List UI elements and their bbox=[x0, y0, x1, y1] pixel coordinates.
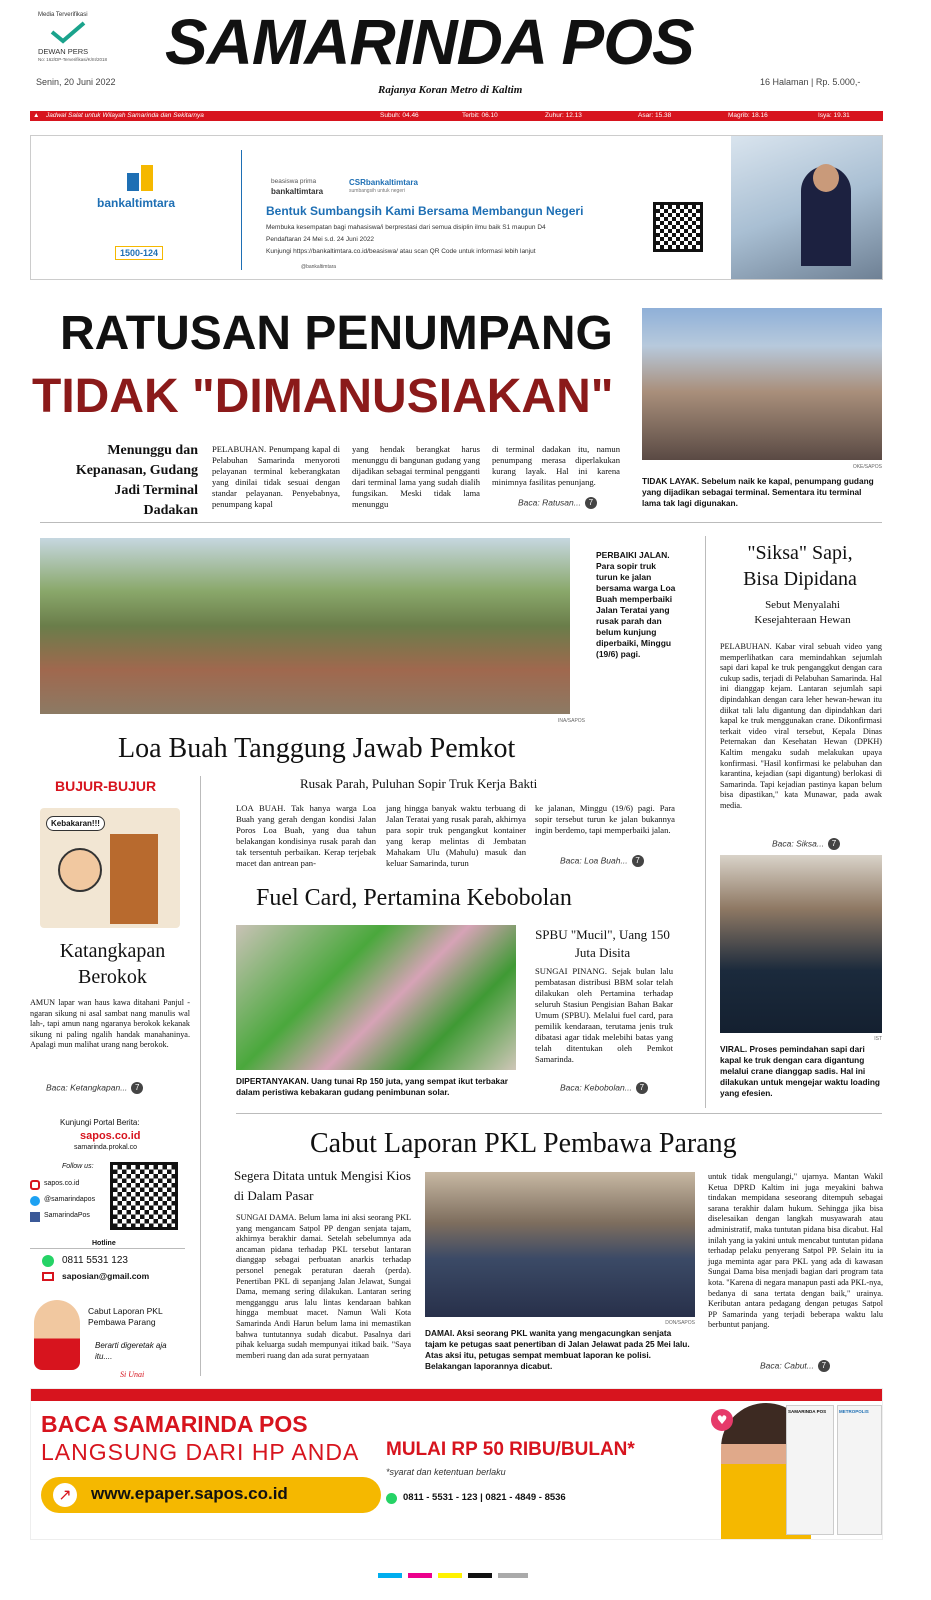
cartoon-title: Cabut Laporan PKL Pembawa Parang bbox=[88, 1306, 163, 1327]
qr-code-icon[interactable] bbox=[653, 202, 703, 252]
loa-headline: Loa Buah Tanggung Jawab Pemkot bbox=[118, 733, 516, 764]
sapi-body: PELABUHAN. Kabar viral sebuah video yang memperlihatkan cara memindahkan sejumlah sapi dari kapal ke truk penganggkut dengan cara cukup sadis, terjadi di Pelabuhan Samarinda. Hal ini dianggap kejam. Lantaran sejumlah sapi dipindahkan dengan cara leher hewan-hewan itu diikat tali lalu digantung dan dipindahkan dari kapal ke truk menggunakan crane. Dikonfirmasi terkait video viral tersebut, Kepala Dinas Peternakan dan Kesehatan Hewan (DPKH) Kaltim mengaku sudah melakukan upaya konfirmasi. "Hasil konfirmasi ke pelabuhan dan karantina, kejadian (sapi digantung) berlokasi di Samarinda. Tapi kejadian pastinya kapan belum bisa dipastikan," kata Munawar, pada awak media. bbox=[720, 642, 882, 810]
ad-line-2: LANGSUNG DARI HP ANDA bbox=[41, 1439, 360, 1465]
loa-col-1: LOA BUAH. Tak hanya warga Loa Buah yang gerah dengan kondisi Jalan Poros Loa Buah, yang dua tahun belakangan kondisinya rusak parah dan tak tersentuh perbaikan. Kerap terjebak macet dan antrean pan- bbox=[236, 803, 376, 868]
page-badge: 7 bbox=[131, 1082, 143, 1094]
lead-headline-2: TIDAK "DIMANUSIAKAN" bbox=[32, 370, 614, 423]
lead-subhead: Menunggu dan Kepanasan, Gudang Jadi Terminal Dadakan bbox=[75, 443, 198, 518]
bank-logo-icon bbox=[125, 161, 155, 193]
mail-icon[interactable] bbox=[42, 1272, 54, 1281]
bujur-cartoon bbox=[40, 808, 180, 928]
prayer-bar bbox=[30, 111, 883, 121]
sapi-continue[interactable]: Baca: Siksa... 7 bbox=[772, 838, 840, 850]
loa-col-3: ke jalanan, Minggu (19/6) pagi. Para sopir tersebut turun ke jalan bukannya ingin berdemo, tapi memperbaiki jalan. bbox=[535, 803, 675, 835]
character-icon bbox=[58, 848, 102, 892]
fuel-photo bbox=[236, 925, 516, 1070]
loa-photo bbox=[40, 538, 570, 714]
sapi-headline-1: "Siksa" Sapi, bbox=[747, 542, 853, 564]
door-icon bbox=[110, 834, 158, 924]
bujur-title: Katangkapan Berokok bbox=[59, 940, 166, 988]
lead-caption: TIDAK LAYAK. Sebelum naik ke kapal, penumpang gudang yang dijadikan sebagai terminal. Sementara itu terminal lama tak lagi digunakan. bbox=[642, 476, 874, 508]
prayer-isya: Isya: 19.31 bbox=[818, 112, 850, 119]
lead-col-2: yang hendak berangkat harus menunggu di bangunan gudang yang dijadikan sebagai terminal pengganti dari terminal lama yang sudah dialih fungsikan. Meski tidak lama menunggu bbox=[352, 444, 480, 509]
lead-col-1: PELABUHAN. Penumpang kapal di Pelabuhan Samarinda menyoroti pelayanan terminal keberangkatan yang dinilai tidak sesuai dengan standar pelayanan. Penyebabnya, penumpang kapal bbox=[212, 444, 340, 509]
prayer-subuh: Subuh: 04.46 bbox=[380, 112, 419, 119]
bujur-bubble: Kebakaran!!! bbox=[46, 816, 105, 831]
whatsapp-icon[interactable] bbox=[42, 1255, 54, 1267]
portal-tw[interactable]: @samarindapos bbox=[44, 1196, 96, 1203]
mosque-icon: ▲ bbox=[33, 112, 40, 119]
pkl-col-3: untuk tidak mengulangi," ujarnya. Mantan Wakil Ketua DPRD Kaltim ini juga meyakini bahwa tindakan mempidana seseorang ditempuh sebagai sarana terakhir dalam hukum. Sehingga jika bisa diselesaikan dengan langkah musyawarah atau administratif, maka tuntutan pidana bisa dicabut. Hal inilah yang ia yakini untuk mencabut tuntutan pidana terhadap pelaku penyerang Satpol PP. Selain itu ia juga meminta agar para PKL yang ada di kawasan Sungai Dama bisa menjadi bagian dari program tata kota. "Karena di negara manapun pasti ada PKL-nya, bedanya di sana tertata dengan baik," urainya. Keributan antara pedagang dengan petugas Satpol PP Samarinda yang terjadi beberapa waktu lalu berbuntut panjang. bbox=[708, 1172, 883, 1330]
fuel-continue[interactable]: Baca: Kebobolan... 7 bbox=[560, 1082, 648, 1094]
facebook-icon[interactable] bbox=[30, 1212, 40, 1222]
sapi-credit: IST bbox=[874, 1036, 882, 1042]
page-badge: 7 bbox=[828, 838, 840, 850]
portal-site[interactable]: sapos.co.id bbox=[80, 1130, 141, 1142]
ad-terms: *syarat dan ketentuan berlaku bbox=[386, 1467, 506, 1477]
sapi-headline-2: Bisa Dipidana bbox=[743, 568, 857, 590]
lead-continue[interactable]: Baca: Ratusan... 7 bbox=[518, 497, 597, 509]
loa-continue[interactable]: Baca: Loa Buah... 7 bbox=[560, 855, 644, 867]
bujur-label: BUJUR-BUJUR bbox=[55, 778, 157, 794]
portal-hotline: Hotline bbox=[92, 1240, 116, 1247]
epaper-ad[interactable] bbox=[30, 1388, 883, 1540]
mini-newspaper-2 bbox=[837, 1405, 882, 1535]
mini-paper-2-title: METROPOLIS bbox=[839, 1409, 869, 1414]
page-badge: 7 bbox=[636, 1082, 648, 1094]
heart-icon: ♥ bbox=[711, 1409, 733, 1431]
fuel-subhead: SPBU "Mucil", Uang 150 Juta Disita bbox=[535, 927, 670, 960]
dewan-pers-label: DEWAN PERS bbox=[38, 47, 89, 56]
ad-phones[interactable]: 0811 - 5531 - 123 | 0821 - 4849 - 8536 bbox=[403, 1492, 566, 1503]
bank-ad[interactable] bbox=[30, 135, 883, 280]
masthead-tagline: Rajanya Koran Metro di Kaltim bbox=[378, 84, 523, 96]
portal-follow: Follow us: bbox=[62, 1163, 94, 1170]
page-badge: 7 bbox=[632, 855, 644, 867]
lead-col-3: di terminal dadakan itu, namun penumpang merasa diperlakukan kurang layak. Hal ini karena minimnya fasilitas penunjang. bbox=[492, 444, 620, 487]
graduate-face bbox=[813, 164, 839, 192]
issue-date: Senin, 20 Juni 2022 bbox=[36, 77, 116, 87]
cartoon-text: Berarti digeretak aja itu.... bbox=[95, 1341, 167, 1361]
lead-photo-credit: OKE/SAPOS bbox=[852, 464, 882, 470]
portal-email[interactable]: saposian@gmail.com bbox=[62, 1271, 150, 1281]
prayer-terbit: Terbit: 06.10 bbox=[462, 112, 498, 119]
whatsapp-icon[interactable] bbox=[386, 1493, 397, 1504]
sapi-photo bbox=[720, 855, 882, 1033]
mini-paper-1-title: SAMARINDA POS bbox=[788, 1409, 827, 1414]
sapi-subhead: Sebut Menyalahi Kesejahteraan Hewan bbox=[754, 599, 851, 626]
portal-qr-icon[interactable] bbox=[110, 1162, 178, 1230]
masthead bbox=[0, 0, 931, 120]
pkl-caption: DAMAI. Aksi seorang PKL wanita yang mengacungkan senjata tajam ke petugas saat penertiban di Jalan Jelawat pada 25 Mei lalu. Atas aksi itu, petugas sempat membuat laporan ke polisi. Belakangan laporannya dicabut. bbox=[425, 1328, 690, 1371]
verified-number: No: 162/DP-Terverifikasi/K/III/2018 bbox=[38, 57, 108, 62]
fuel-headline: Fuel Card, Pertamina Kebobolan bbox=[256, 885, 572, 911]
pkl-credit: DON/SAPOS bbox=[665, 1320, 695, 1326]
ad-line-1: BACA SAMARINDA POS bbox=[41, 1411, 308, 1437]
portal-ig[interactable]: sapos.co.id bbox=[44, 1180, 80, 1187]
logo2: CSRbankaltimtara bbox=[349, 178, 418, 187]
masthead-title: SAMARINDA POS bbox=[165, 6, 694, 78]
portal-phone[interactable]: 0811 5531 123 bbox=[62, 1255, 128, 1266]
ad-social: @bankaltimtara bbox=[301, 264, 337, 270]
twitter-icon[interactable] bbox=[30, 1196, 40, 1206]
pkl-photo bbox=[425, 1172, 695, 1317]
verified-label: Media Terverifikasi bbox=[38, 12, 88, 18]
loa-credit: INA/SAPOS bbox=[558, 718, 585, 724]
ad-price: MULAI RP 50 RIBU/BULAN* bbox=[386, 1439, 635, 1460]
cursor-icon: ↗ bbox=[53, 1483, 77, 1507]
logo1-top: beasiswa prima bbox=[271, 178, 317, 185]
lead-photo bbox=[642, 308, 882, 460]
bujur-continue[interactable]: Baca: Ketangkapan... 7 bbox=[46, 1082, 143, 1094]
checkmark-icon bbox=[48, 20, 88, 44]
portal-site2[interactable]: samarinda.prokal.co bbox=[74, 1144, 138, 1151]
sapi-caption: VIRAL. Proses pemindahan sapi dari kapal ke truk dengan cara digantung melalui crane dianggap sadis. Hal ini dilakukan untuk mengejar waktu loading yang efesien. bbox=[720, 1044, 880, 1098]
fuel-body: SUNGAI PINANG. Sejak bulan lalu pembatasan distribusi BBM solar telah dilakukan oleh Pertamina terhadap seluruh Stasiun Pengisian Bahan Bakar Umum (SPBU). Melalui fuel card, para pemilik kendaraan, terutama jenis truk dibatasi agar tidak melebihi batas yang telah ditentukan oleh Pemkot Samarinda. bbox=[535, 966, 673, 1064]
ad-headline: Bentuk Sumbangsih Kami Bersama Membangun Negeri bbox=[266, 204, 584, 218]
ad-bullet-1: Membuka kesempatan bagi mahasiswa/i berprestasi dari semua disiplin ilmu baik S1 maupun D4 bbox=[266, 224, 546, 231]
pkl-subhead: Segera Ditata untuk Mengisi Kios di Dalam Pasar bbox=[234, 1168, 411, 1203]
bank-brand: bankaltimtara bbox=[97, 196, 176, 210]
cartoon-signature: Si Unai bbox=[120, 1370, 145, 1379]
mini-newspaper-1 bbox=[786, 1405, 834, 1535]
prayer-magrib: Magrib: 18.16 bbox=[728, 112, 768, 119]
pkl-continue[interactable]: Baca: Cabut... 7 bbox=[760, 1360, 830, 1372]
loa-col-2: jang hingga banyak waktu terbuang di Jalan Teratai yang rusak parah, akhirnya para sopir truk pengangkut kontainer yang kerap melintas di Jembatan Mahakam Ulu (Mahulu) masuk dan keluar Samarinda, turun bbox=[386, 803, 526, 868]
page-badge: 7 bbox=[585, 497, 597, 509]
logo2-sub: sumbangsih untuk negeri bbox=[349, 188, 405, 194]
portal-fb[interactable]: SamarindaPos bbox=[44, 1212, 90, 1219]
prayer-label: Jadwal Salat untuk Wilayah Samarinda dan Sekitarnya bbox=[46, 112, 204, 119]
price-info: 16 Halaman | Rp. 5.000,- bbox=[760, 77, 861, 87]
bank-phone: 1500-124 bbox=[115, 246, 163, 260]
portal-visit: Kunjungi Portal Berita: bbox=[60, 1118, 140, 1127]
page-badge: 7 bbox=[818, 1360, 830, 1372]
loa-subhead: Rusak Parah, Puluhan Sopir Truk Kerja Bakti bbox=[300, 776, 538, 791]
fuel-caption: DIPERTANYAKAN. Uang tunai Rp 150 juta, yang sempat ikut terbakar dalam peristiwa kebakaran gudang penimbunan solar. bbox=[236, 1076, 509, 1097]
loa-caption: PERBAIKI JALAN. Para sopir truk turun ke jalan bersama warga Loa Buah memperbaiki Jalan Teratai yang rusak parah dan belum kunjung diperbaiki, Minggu (19/6) pagi. bbox=[596, 550, 676, 659]
lead-headline-1: RATUSAN PENUMPANG bbox=[60, 307, 613, 360]
bujur-body: AMUN lapar wan haus kawa ditahani Panjul -ngaran sikung ni asal sambat nang manulis wal lah-, tapi amun nang ngaranya berokok kekanak sikung ni paling ngalih handak manahaninya. Apalagi mun malihat urang nang berokok. bbox=[30, 998, 190, 1049]
prayer-asar: Asar: 15.38 bbox=[638, 112, 672, 119]
pkl-headline: Cabut Laporan PKL Pembawa Parang bbox=[310, 1128, 737, 1159]
print-color-bar bbox=[378, 1573, 528, 1578]
prayer-zuhur: Zuhur: 12.13 bbox=[545, 112, 582, 119]
cartoon-character-icon bbox=[34, 1300, 80, 1370]
ad-bullet-3: Kunjungi https://bankaltimtara.co.id/beasiswa/ atau scan QR Code untuk informasi lebih lanjut bbox=[266, 248, 536, 255]
pkl-col-1: SUNGAI DAMA. Belum lama ini aksi seorang PKL yang mengancam Satpol PP dengan senjata tajam, akhirnya berakhir damai. Setelah sebelumnya ada ancaman pidana terhadap PKL tersebut lantaran dianggap sebagai perbuatan anarkis terhadap personel penegak peraturan daerah (perda). Penertiban PKL di sepanjang Jalan Jelawat, Sungai Dama, memang sering dilakukan. Lantaran sering mengganggu arus lalu lintas kendaraan bahkan hingga membuat macet. Namun Wali Kota Samarinda Andi Harun belum lama ini memastikan bahwa tuntutannya sudah dicabut. Pasalnya dari pihak keluarga sudah mempunyai itikad baik. "Saya memberi ruang dan ada surat pernyataan bbox=[236, 1213, 411, 1360]
logo1: bankaltimtara bbox=[271, 187, 324, 196]
ad-bullet-2: Pendaftaran 24 Mei s.d. 24 Juni 2022 bbox=[266, 236, 375, 243]
ad-url[interactable]: www.epaper.sapos.co.id bbox=[91, 1484, 288, 1503]
instagram-icon[interactable] bbox=[30, 1180, 40, 1190]
